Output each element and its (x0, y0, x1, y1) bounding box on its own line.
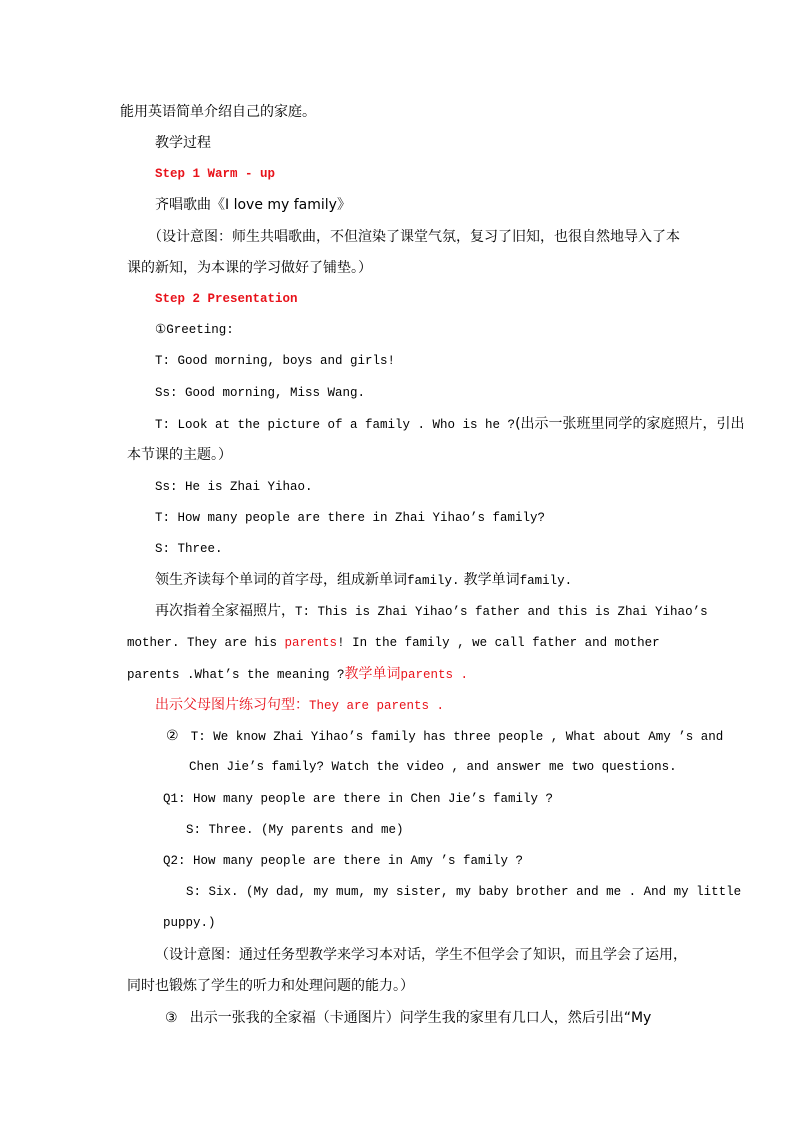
design-note-1a: （设计意图：师生共唱歌曲，不但渲染了课堂气氛，复习了旧知，也很自然地导入了本 (148, 229, 680, 245)
design-note-1b: 课的新知，为本课的学习做好了铺垫。） (127, 260, 372, 276)
teacher-line-2-en: T: Look at the picture of a family . Who is he ? (155, 418, 516, 432)
again-en: T: This is Zhai Yihao’s father and this is Zhai Yihao’s (295, 605, 708, 619)
objective-line: 能用英语简单介绍自己的家庭。 (120, 104, 316, 120)
show-line (155, 696, 444, 715)
question-q1: Q1: How many people are there in Chen Jie’s family ? (163, 792, 554, 806)
circle-number-3: ③ (165, 1010, 178, 1026)
question-2a: T: We know Zhai Yihao’s family has three people , What about Amy ’s and (190, 730, 724, 744)
question-q2: Q2: How many people are there in Amy ’s family ? (163, 854, 524, 868)
again-cn: 再次指着全家福照片， (155, 603, 295, 619)
mother-b: ! In the family , we call father and mother (337, 636, 660, 650)
step2-heading: Step 2 Presentation (155, 292, 298, 306)
teacher-line-1: T: Good morning, boys and girls! (155, 354, 396, 368)
teacher-line-2 (155, 415, 745, 434)
answer-a1: S: Three. (My parents and me) (186, 823, 404, 837)
mother-a: mother. They are his (127, 636, 278, 650)
lead-en-1: family. (407, 574, 460, 588)
song-line (155, 196, 351, 215)
question-3-text: 出示一张我的全家福（卡通图片）问学生我的家里有几口人，然后引出“My (189, 1010, 652, 1026)
show-en: They are parents . (309, 699, 445, 713)
question-2b: Chen Jie’s family? Watch the video , and answer me two questions. (189, 760, 677, 774)
teacher-line-2b: 本节课的主题。） (127, 447, 232, 463)
meaning-en: parents .What’s the meaning ? (127, 668, 345, 682)
song-text: 齐唱歌曲《I love my family》 (155, 197, 351, 213)
step1-heading: Step 1 Warm - up (155, 167, 276, 181)
parents-word: parents (284, 636, 338, 650)
design-note-2b: 同时也锻炼了学生的听力和处理问题的能力。） (127, 978, 414, 994)
students-line-1: Ss: Good morning, Miss Wang. (155, 386, 366, 400)
students-line-2: Ss: He is Zhai Yihao. (155, 480, 313, 494)
lead-cn: 领生齐读每个单词的首字母，组成新单词 (155, 572, 407, 588)
answer-a2b: puppy.) (163, 916, 216, 930)
meaning-cn: 教学单词 (344, 666, 401, 682)
student-line-1: S: Three. (155, 542, 223, 556)
lead-line (155, 571, 572, 590)
question-block-2 (166, 727, 723, 746)
again-line (155, 602, 708, 621)
show-cn: 出示父母图片练习句型： (155, 697, 309, 713)
answer-a2a: S: Six. (My dad, my mum, my sister, my baby brother and me . And my little (186, 885, 742, 899)
mother-line (127, 634, 688, 652)
lead-cn-2: 教学单词 (463, 572, 520, 588)
lead-en-2: family. (519, 574, 573, 588)
meaning-line (127, 665, 468, 684)
design-note-2a: （设计意图：通过任务型教学来学习本对话，学生不但学会了知识，而且学会了运用， (155, 947, 687, 963)
question-block-3 (165, 1009, 651, 1028)
meaning-en-red: parents . (400, 668, 469, 682)
greeting-line: ①Greeting: (155, 323, 234, 337)
section-heading: 教学过程 (155, 135, 211, 151)
teacher-line-2-cn: (出示一张班里同学的家庭照片，引出 (515, 416, 745, 432)
teacher-line-3: T: How many people are there in Zhai Yihao’s family? (155, 511, 546, 525)
circle-number-2: ② (166, 728, 179, 744)
